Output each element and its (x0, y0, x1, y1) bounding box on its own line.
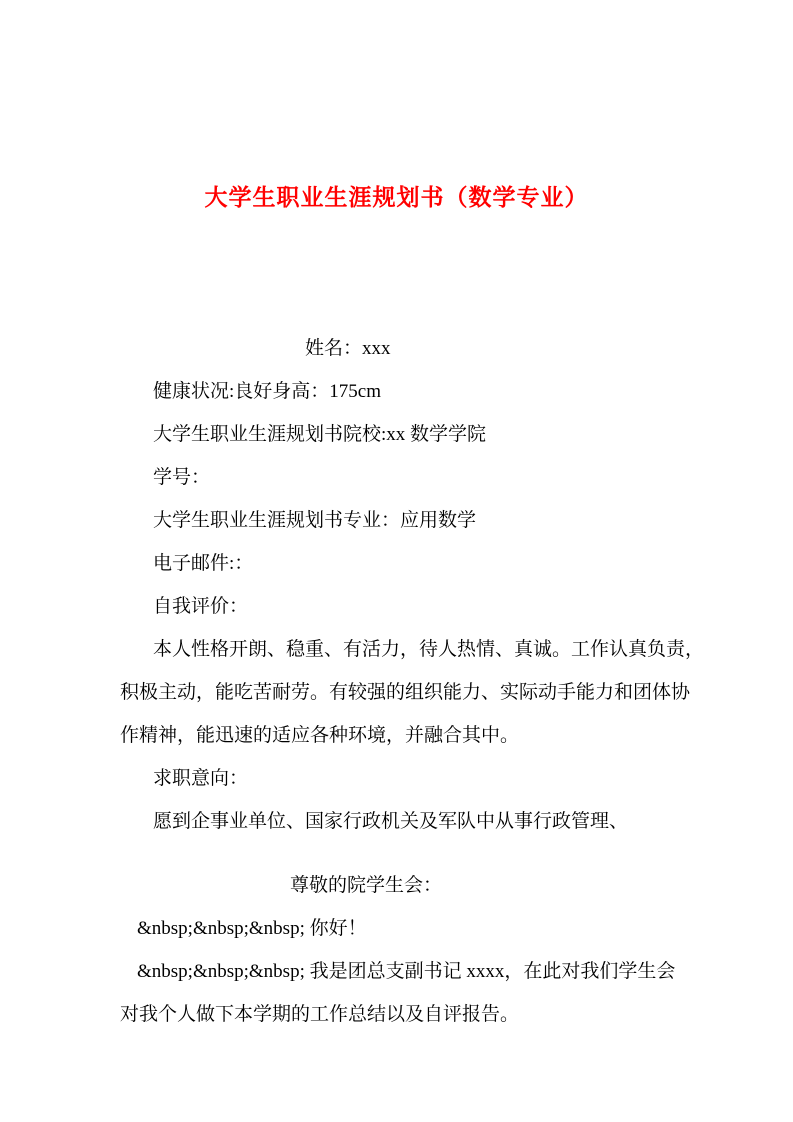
line-name: 姓名：xxx (305, 338, 391, 359)
line-health-height: 健康状况:良好身高：175cm (153, 381, 381, 402)
line-email: 电子邮件:： (153, 553, 254, 574)
line-self-evaluation-label: 自我评价： (153, 596, 249, 617)
line-self-evaluation-2: 积极主动，能吃苦耐劳。有较强的组织能力、实际动手能力和团体协 (120, 682, 691, 703)
line-student-id: 学号： (153, 467, 211, 488)
line-self-evaluation-1: 本人性格开朗、稳重、有活力，待人热情、真诚。工作认真负责， (153, 639, 705, 660)
line-report-intro-1: &nbsp;&nbsp;&nbsp; 我是团总支副书记 xxxx，在此对我们学生会 (137, 961, 676, 982)
line-greeting: &nbsp;&nbsp;&nbsp; 你好！ (137, 918, 367, 939)
line-college: 大学生职业生涯规划书院校:xx 数学学院 (153, 424, 487, 445)
line-self-evaluation-3: 作精神，能迅速的适应各种环境，并融合其中。 (120, 725, 520, 746)
line-major: 大学生职业生涯规划书专业：应用数学 (153, 510, 477, 531)
line-salutation: 尊敬的院学生会： (290, 875, 443, 896)
line-report-intro-2: 对我个人做下本学期的工作总结以及自评报告。 (120, 1004, 520, 1025)
line-job-intention-label: 求职意向： (153, 768, 249, 789)
line-job-intention: 愿到企事业单位、国家行政机关及军队中从事行政管理、 (153, 811, 629, 832)
document-title: 大学生职业生涯规划书（数学专业） (204, 185, 589, 210)
